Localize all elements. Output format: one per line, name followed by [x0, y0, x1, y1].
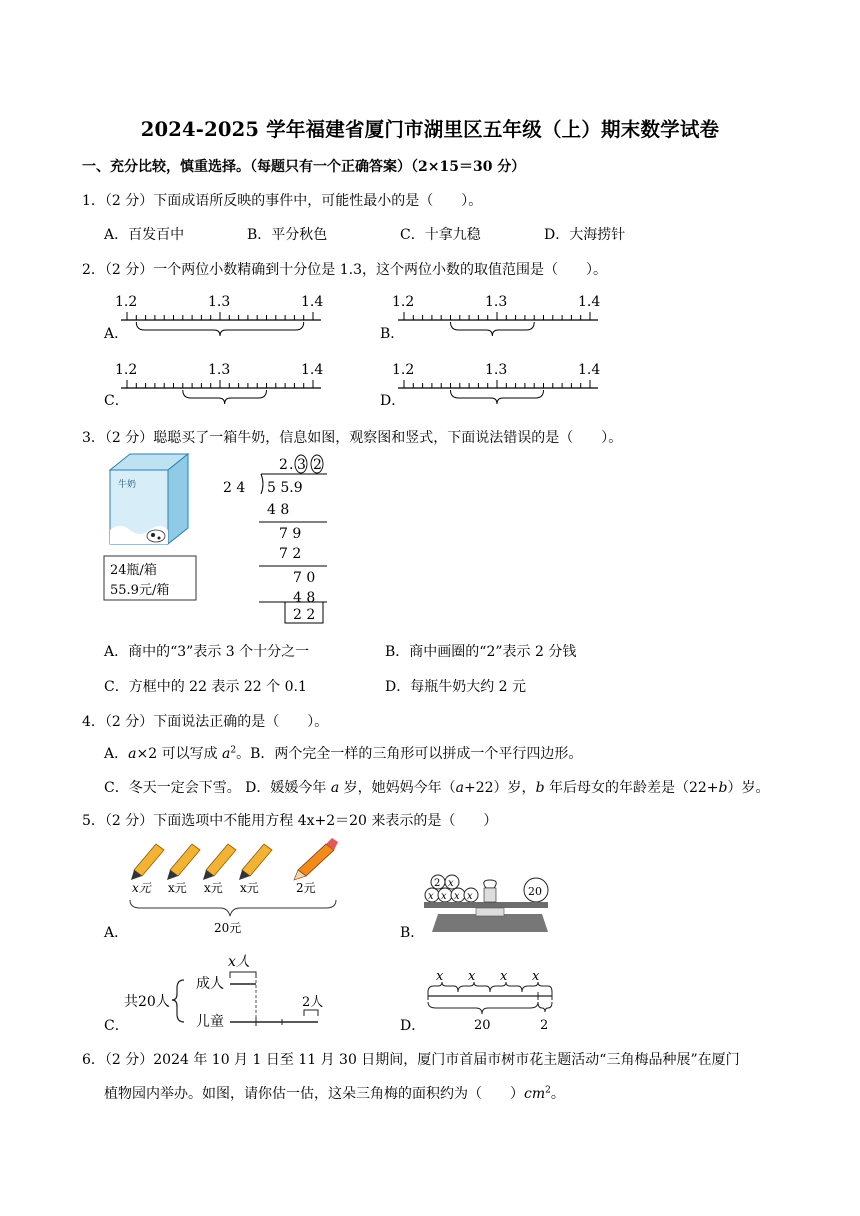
svg-text:2元: 2元: [296, 881, 316, 895]
svg-text:x: x: [441, 891, 447, 902]
pen-icon: [170, 844, 200, 876]
milk-info-price: 55.9元/箱: [110, 583, 170, 598]
question-2-stem: 2．（2 分）一个两位小数精确到十分位是 1.3，这个两位小数的取值范围是（ ）。: [82, 262, 607, 278]
division-row-4: 7 0: [293, 570, 316, 586]
svg-text:x元: x元: [240, 881, 259, 895]
svg-text:x元: x元: [132, 881, 151, 895]
milk-info-bottles: 24瓶/箱: [110, 563, 157, 578]
q1-option-d[interactable]: D．大海捞针: [544, 227, 626, 243]
c-adult-label: 成人: [196, 976, 224, 992]
svg-text:x: x: [428, 891, 434, 902]
q3-option-a[interactable]: A．商中的“3”表示 3 个十分之一: [104, 644, 310, 660]
svg-text:x: x: [500, 969, 508, 984]
c-x-label: x人: [228, 954, 250, 970]
number-line-tick-label: 1.3: [485, 294, 508, 310]
number-line-tick-label: 1.3: [208, 362, 231, 378]
pen-icon: [134, 844, 164, 876]
quotient-digit-3: 3: [297, 457, 306, 473]
d-two: 2: [540, 1018, 549, 1032]
division-row-5: 4 8: [293, 590, 316, 606]
svg-text:x: x: [436, 969, 444, 984]
number-line-tick-label: 1.4: [578, 362, 601, 378]
number-line-b: [392, 294, 600, 336]
d-total: 20: [474, 1018, 491, 1032]
question-3-stem: 3．（2 分）聪聪买了一箱牛奶，信息如图，观察图和竖式，下面说法错误的是（ ）。: [82, 430, 623, 446]
quotient-digit-2-circled: 2: [313, 457, 322, 473]
question-5-stem: 5．（2 分）下面选项中不能用方程 4x+2＝20 来表示的是（ ）: [82, 813, 498, 829]
c-two-label: 2人: [302, 995, 324, 1010]
number-line-tick-label: 1.3: [485, 362, 508, 378]
svg-text:x元: x元: [168, 881, 187, 895]
quotient-point: .: [289, 457, 294, 473]
section-heading: 一、充分比较，慎重选择。（每题只有一个正确答案）（2×15＝30 分）: [82, 159, 526, 175]
a-total: 20元: [214, 921, 242, 935]
q4-line-ab[interactable]: A．a×2 可以写成 $a^2$。B．两个完全一样的三角形可以拼成一个平行四边形。: [104, 745, 583, 762]
svg-text:x: x: [467, 891, 473, 902]
number-line-d: [392, 362, 600, 404]
balance-base: [432, 914, 548, 932]
q5-option-c[interactable]: C．: [104, 1018, 129, 1034]
svg-text:x: x: [532, 969, 540, 984]
division-row-3: 7 2: [279, 546, 302, 562]
q2-option-c[interactable]: C．: [104, 393, 129, 409]
number-line-tick-label: 1.2: [392, 362, 415, 378]
q4-line-cd[interactable]: C．冬天一定会下雪。 D．媛媛今年 a 岁，她妈妈今年（a+22）岁，b 年后母女的年龄差是（22+b）岁。: [104, 780, 770, 796]
svg-text:x元: x元: [204, 881, 223, 895]
divisor: 2 4: [223, 480, 246, 496]
q3-option-d[interactable]: D．每瓶牛奶大约 2 元: [385, 679, 527, 695]
number-line-c: [115, 362, 323, 404]
division-row-2: 7 9: [279, 526, 302, 542]
number-line-tick-label: 1.4: [578, 294, 601, 310]
question-6-line-2: 植物园内举办。如图，请你估一估，这朵三角梅的面积约为（ ）$cm^2$。: [104, 1085, 565, 1102]
number-line-tick-label: 1.2: [115, 294, 138, 310]
number-line-tick-label: 1.4: [301, 362, 324, 378]
range-brace: [451, 322, 535, 336]
division-row-1: 4 8: [267, 502, 290, 518]
division-remainder: 2 2: [293, 607, 316, 623]
q5-figure-b: [424, 870, 554, 940]
question-4-stem: 4．（2 分）下面说法正确的是（ ）。: [82, 714, 329, 730]
question-6-line-1: 6．（2 分）2024 年 10 月 1 日至 11 月 30 日期间，厦门市首届市树市花主题活动“三角梅品种展”在厦门: [82, 1052, 740, 1068]
number-line-tick-label: 1.3: [208, 294, 231, 310]
exam-title: 2024-2025 学年福建省厦门市湖里区五年级（上）期末数学试卷: [140, 118, 720, 141]
q2-option-d[interactable]: D．: [380, 393, 406, 409]
q5-option-b[interactable]: B．: [400, 925, 425, 941]
number-line-tick-label: 1.2: [115, 362, 138, 378]
q5-figure-d: [424, 966, 559, 1032]
number-line-figures: [0, 0, 860, 420]
pencil-icon: [298, 844, 334, 876]
q1-option-b[interactable]: B．平分秋色: [247, 227, 328, 243]
q2-option-a[interactable]: A．: [104, 326, 129, 342]
number-line-tick-label: 1.2: [392, 294, 415, 310]
milk-box-figure: [96, 452, 206, 607]
balance-pan: [424, 902, 548, 908]
q5-option-d[interactable]: D．: [400, 1018, 426, 1034]
question-1-stem: 1．（2 分）下面成语所反映的事件中，可能性最小的是（ ）。: [82, 193, 483, 209]
b-weight-2: 2: [434, 878, 441, 889]
q3-option-b[interactable]: B．商中画圈的“2”表示 2 分钱: [385, 644, 577, 660]
number-line-a: [115, 294, 323, 336]
number-line-tick-label: 1.4: [301, 294, 324, 310]
range-brace: [136, 322, 303, 336]
c-total: 共20人: [124, 994, 170, 1010]
milk-box-label: 牛奶: [118, 480, 137, 490]
svg-text:x: x: [448, 878, 454, 889]
q5-option-a[interactable]: A．: [104, 925, 129, 941]
brace-total: [130, 900, 336, 916]
dividend: 5 5.9: [267, 480, 303, 496]
q1-option-c[interactable]: C．十拿九稳: [400, 227, 481, 243]
q1-option-a[interactable]: A．百发百中: [104, 227, 185, 243]
c-child-label: 儿童: [196, 1014, 224, 1030]
q3-option-c[interactable]: C．方框中的 22 表示 22 个 0.1: [104, 679, 307, 695]
pen-icon: [242, 844, 272, 876]
range-brace: [183, 390, 267, 404]
q2-option-b[interactable]: B．: [380, 326, 405, 342]
pen-icon: [206, 844, 236, 876]
range-brace: [451, 390, 544, 404]
q5-figure-c: [122, 950, 337, 1032]
svg-text:x: x: [468, 969, 476, 984]
long-division-figure: [215, 452, 335, 627]
q5-figure-a: [126, 838, 346, 938]
svg-text:x: x: [454, 891, 460, 902]
b-weight-20: 20: [528, 885, 542, 898]
quotient-digit-2: 2: [279, 457, 288, 473]
